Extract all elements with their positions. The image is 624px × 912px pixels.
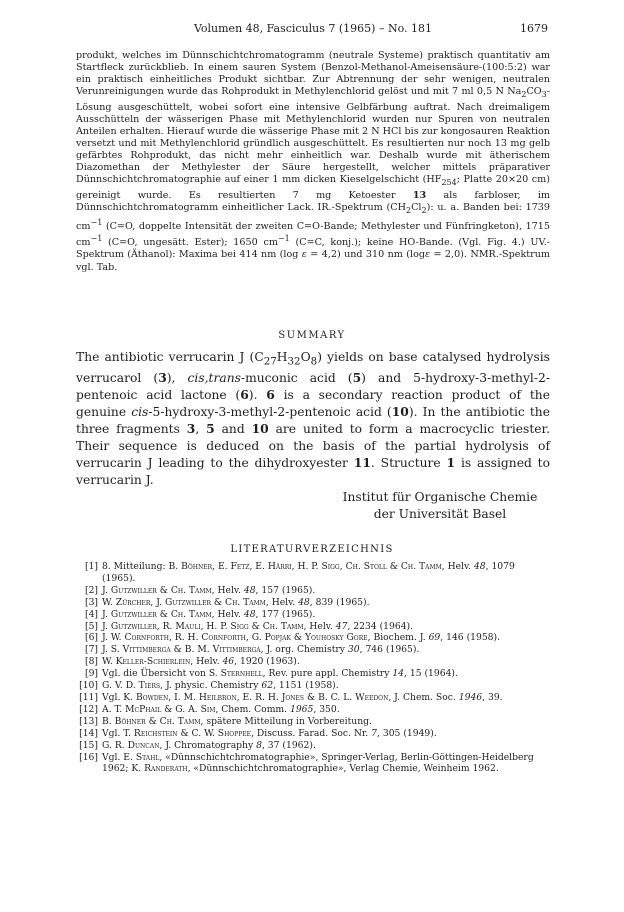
- reference-item: [8] W. Keller-Schierlein, Helv. 46, 1920 (1963).: [84, 656, 300, 668]
- running-header: [78, 22, 548, 38]
- summary-paragraph: The antibiotic verrucarin J $(C_{27}H_{32}O_8)$ yields on base catalysed hydrolysis verrucarol (3), cis,trans-muconic acid (5) and 5-hydroxy-3-methyl-2-pentenoic acid lactone (6). 6 is a secondary reaction product of the genuine cis-5-hydroxy-3-methyl-2-pentenoic acid (10). In the antibiotic the three fragments 3, 5 and 10 are united to form a macrocyclic triester. Their sequence is deduced on the basis of the partial hydrolysis of verrucarin J leading to the dihydroxyester 11. Structure 1 is assigned to verrucarin J.: [76, 350, 551, 487]
- page-number: 1679: [520, 22, 548, 35]
- reference-item: [4] J. Gutzwiller & Ch. Tamm, Helv. 48, 177 (1965).: [84, 608, 316, 620]
- reference-item: [15] G. R. Duncan, J. Chromatography 8, 37 (1962).: [79, 739, 316, 751]
- reference-item: [2] J. Gutzwiller & Ch. Tamm, Helv. 48, 157 (1965).: [84, 584, 316, 596]
- reference-item: [14] Vgl. T. Reichstein & C. W. Shoppee, Discuss. Farad. Soc. Nr. 7, 305 (1949).: [79, 727, 437, 739]
- reference-item: [3] W. Zürcher, J. Gutzwiller & Ch. Tamm, Helv. 48, 839 (1965).: [84, 596, 370, 608]
- reference-item: [1] 8. Mitteilung: B. Böhner, E. Fetz, E. Härri, H. P. Sigg, Ch. Stoll & Ch. Tamm, Helv. 48, 1079 (1965).: [84, 561, 515, 584]
- reference-item: [10] G. V. D. Tiers, J. physic. Chemistry 62, 1151 (1958).: [79, 680, 339, 692]
- reference-item: [6] J. W. Cornforth, R. H. Cornforth, G. Popjak & Youhosky Gore, Biochem. J. 69, 146 (1958).: [84, 632, 501, 644]
- reference-item: [16] Vgl. E. Stahl, «Dünnschichtchromatographie», Springer-Verlag, Berlin-Göttingen-Heidelberg 1962; K. Randerath, «Dünnschichtchromatographie», Verlag Chemie, Weinheim 1962.: [79, 751, 534, 775]
- summary-heading: SUMMARY: [278, 330, 346, 341]
- experimental-paragraph: produkt, welches im Dünnschichtchromatogramm (neutrale Systeme) praktisch quantitativ am Startfleck zurückblieb. In einem sauren System (Benzol-Methanol-Ameisensäure-(100:5:2) war ein praktisch einheitliches Produkt sichtbar. Zur Abtrennung der sehr wenigen, neutralen Verunreinigungen wurde das Rohprodukt in Methylenchlorid gelöst und mit 7 ml 0,5 N $Na_2CO_3$-Lösung ausgeschüttelt, wobei sofort eine intensive Gelbfärbung auftrat. Nach dreimaligem Ausschütteln der wässerigen Phase mit Methylenchlorid wurden nur Spuren von neutralen Anteilen erhalten. Hierauf wurde die wässerige Phase mit 2 N HCl bis zur kongosauren Reaktion versetzt und mit Methylenchlorid gründlich ausgeschüttelt. Es resultierten nur noch 13 mg gelb gefärbtes Rohprodukt, das nicht mehr einheitlich war. Deshalb wurde mit ätherischem Diazomethan der Methylester der Säure hergestellt, welcher mittels präparativer Dünnschichtchromatographie auf einer 1 mm dicken Kieselgelschicht ($HF_{254}$; Platte 20×20 cm) gereinigt wurde. Es resultierten 7 mg Ketoester 13 als farbloser, im Dünnschichtchromatogramm einheitlicher Lack. IR.-Spektrum $(CH_2Cl_2)$: u. a. Banden bei: 1739 $cm^{-1}$ (C=O, doppelte Intensität der zweiten C=O-Bande; Methylester und Fünfringketon), 1715 $cm^{-1}$ (C=O, ungesätt. Ester); 1650 $cm^{-1}$ (C=C, konj.); keine HO-Bande. (Vgl. Fig. 4.) UV.-Spektrum (Äthanol): Maxima bei 414 nm (log ε = 4,2) und 310 nm (logε = 2,0). NMR.-Spektrum vgl. Tab.: [76, 50, 551, 273]
- reference-item: [5] J. Gutzwiller, R. Mauli, H. P. Sigg & Ch. Tamm, Helv. 47, 2234 (1964).: [84, 620, 414, 632]
- references-heading: LITERATURVERZEICHNIS: [230, 544, 394, 555]
- reference-item: [7] J. S. Vittimberga & B. M. Vittimberga, J. org. Chemistry 30, 746 (1965).: [84, 644, 420, 656]
- institute-university: der Universität Basel: [373, 507, 507, 521]
- institute-name: Institut für Organische Chemie: [342, 490, 538, 504]
- reference-list: [76, 561, 550, 775]
- reference-item: [13] B. Böhner & Ch. Tamm, spätere Mitteilung in Vorbereitung.: [79, 715, 372, 727]
- reference-item: [12] A. T. McPhail & G. A. Sim, Chem. Comm. 1965, 350.: [79, 703, 340, 715]
- reference-item: [11] Vgl. K. Bowden, I. M. Heilbron, E. R. H. Jones & B. C. L. Weedon, J. Chem. Soc. 1946, 39.: [79, 691, 503, 703]
- journal-volume-line: Volumen 48, Fasciculus 7 (1965) – No. 181: [193, 22, 433, 35]
- reference-item: [9] Vgl. die Übersicht von S. Sternhell, Rev. pure appl. Chemistry 14, 15 (1964).: [84, 668, 458, 680]
